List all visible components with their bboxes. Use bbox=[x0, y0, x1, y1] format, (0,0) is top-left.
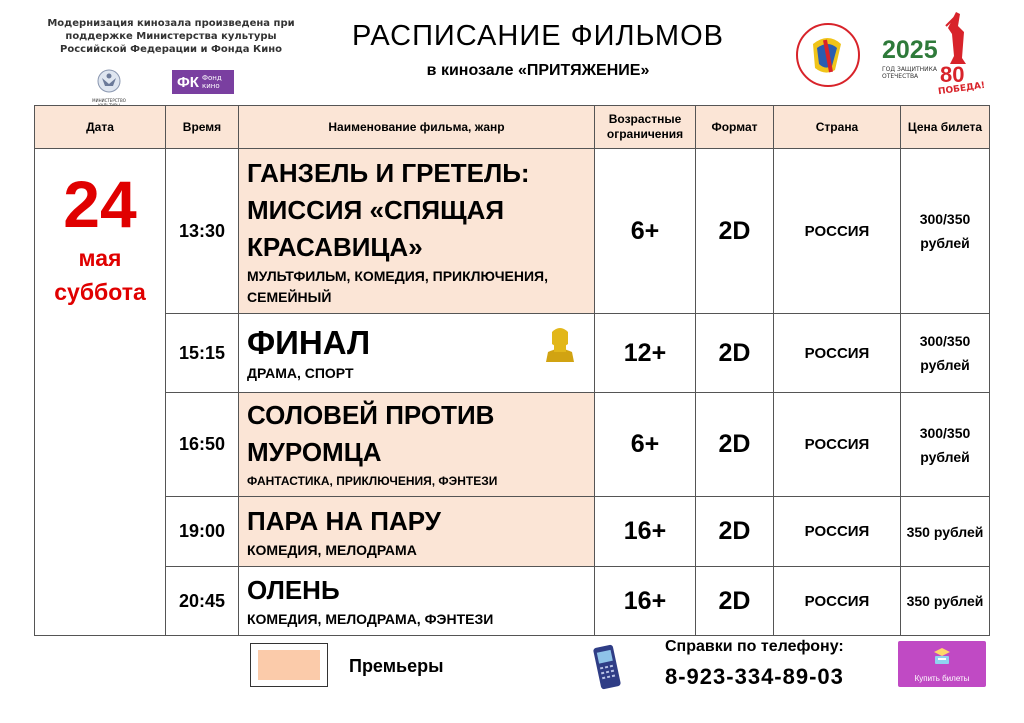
header-age: Возрастные ограничения bbox=[595, 106, 696, 149]
page-subtitle: в кинозале «ПРИТЯЖЕНИЕ» bbox=[426, 62, 650, 79]
film-format: 2D bbox=[696, 393, 774, 497]
date-month: мая bbox=[78, 245, 122, 271]
header-time: Время bbox=[166, 106, 239, 149]
film-format: 2D bbox=[696, 314, 774, 393]
victory-text: ПОБЕДА! bbox=[937, 80, 986, 98]
film-country: РОССИЯ bbox=[774, 314, 901, 393]
age-rating: 16+ bbox=[595, 567, 696, 636]
film-genre: КОМЕДИЯ, МЕЛОДРАМА, ФЭНТЕЗИ bbox=[247, 611, 494, 627]
phone-icon bbox=[592, 644, 622, 690]
film-cell bbox=[239, 149, 595, 314]
ticket-price: 300/350 рублей bbox=[901, 149, 990, 314]
date-cell bbox=[35, 149, 166, 636]
header-country: Страна bbox=[774, 106, 901, 149]
fond-kino-logo bbox=[172, 70, 234, 94]
film-genre: МУЛЬТФИЛЬМ, КОМЕДИЯ, ПРИКЛЮЧЕНИЯ, СЕМЕЙНЫЙ bbox=[247, 267, 549, 305]
table-row bbox=[35, 149, 990, 314]
header-format: Формат bbox=[696, 106, 774, 149]
ticket-price: 300/350 рублей bbox=[901, 393, 990, 497]
film-title: ФИНАЛ bbox=[247, 323, 371, 361]
film-country: РОССИЯ bbox=[774, 393, 901, 497]
phone-number: 8-923-334-89-03 bbox=[665, 664, 844, 689]
year-text: 2025 bbox=[882, 36, 938, 64]
film-title: ОЛЕНЬ bbox=[247, 575, 340, 605]
film-cell bbox=[239, 393, 595, 497]
film-cell bbox=[239, 314, 595, 393]
table-row bbox=[35, 497, 990, 567]
fk-text-2: кино bbox=[201, 82, 220, 90]
date-day-number: 24 bbox=[63, 167, 137, 241]
film-cell bbox=[239, 567, 595, 636]
film-title: ПАРА НА ПАРУ bbox=[247, 505, 441, 536]
fk-abbr: ФК bbox=[177, 73, 199, 91]
header-price: Цена билета bbox=[901, 106, 990, 149]
year-caption: ГОД ЗАЩИТНИКА ОТЕЧЕСТВА bbox=[882, 66, 938, 80]
film-format: 2D bbox=[696, 149, 774, 314]
schedule-table bbox=[34, 105, 990, 636]
eagle-emblem-icon bbox=[96, 68, 122, 94]
film-country: РОССИЯ bbox=[774, 149, 901, 314]
showtime: 15:15 bbox=[166, 314, 239, 393]
film-genre: КОМЕДИЯ, МЕЛОДРАМА bbox=[247, 541, 417, 558]
header-title: Наименование фильма, жанр bbox=[239, 106, 595, 149]
showtime: 20:45 bbox=[166, 567, 239, 636]
ticket-price: 350 рублей bbox=[901, 567, 990, 636]
buy-tickets-button[interactable] bbox=[898, 641, 986, 687]
film-cell bbox=[239, 497, 595, 567]
premiere-legend-swatch bbox=[250, 643, 328, 687]
ticket-price: 300/350 рублей bbox=[901, 314, 990, 393]
showtime: 19:00 bbox=[166, 497, 239, 567]
cinema-emblem-icon bbox=[795, 22, 861, 88]
showtime: 16:50 bbox=[166, 393, 239, 497]
film-title: СОЛОВЕЙ ПРОТИВ МУРОМЦА bbox=[247, 400, 495, 467]
showtime: 13:30 bbox=[166, 149, 239, 314]
film-genre: ФАНТАСТИКА, ПРИКЛЮЧЕНИЯ, ФЭНТЕЗИ bbox=[247, 474, 498, 488]
fk-text-1: Фонд bbox=[201, 74, 222, 82]
age-rating: 6+ bbox=[595, 149, 696, 314]
eighty-text: 80 bbox=[940, 62, 965, 87]
header-date: Дата bbox=[35, 106, 166, 149]
film-genre: ДРАМА, СПОРТ bbox=[247, 364, 354, 381]
ministry-caption: МИНИСТЕРСТВО bbox=[92, 98, 126, 103]
film-format: 2D bbox=[696, 497, 774, 567]
age-rating: 6+ bbox=[595, 393, 696, 497]
film-title: ГАНЗЕЛЬ И ГРЕТЕЛЬ: МИССИЯ «СПЯЩАЯ КРАСАВИЦА» bbox=[247, 157, 530, 262]
premiere-legend-label: Премьеры bbox=[349, 656, 444, 676]
year-of-defender-logo bbox=[880, 12, 986, 98]
modernization-note: Модернизация кинозала произведена при поддержке Министерства культуры Российской Федерации и Фонда Кино bbox=[47, 18, 295, 55]
ticket-price: 350 рублей bbox=[901, 497, 990, 567]
phone-label: Справки по телефону: bbox=[665, 638, 844, 655]
table-row bbox=[35, 314, 990, 393]
age-rating: 12+ bbox=[595, 314, 696, 393]
ticket-icon bbox=[931, 646, 953, 668]
page-title: РАСПИСАНИЕ ФИЛЬМОВ bbox=[352, 20, 724, 52]
film-format: 2D bbox=[696, 567, 774, 636]
table-header-row bbox=[35, 106, 990, 149]
date-weekday: суббота bbox=[54, 279, 146, 305]
table-row bbox=[35, 393, 990, 497]
table-row bbox=[35, 567, 990, 636]
gold-bust-icon bbox=[540, 324, 580, 364]
film-country: РОССИЯ bbox=[774, 567, 901, 636]
age-rating: 16+ bbox=[595, 497, 696, 567]
film-country: РОССИЯ bbox=[774, 497, 901, 567]
buy-tickets-label: Купить билеты bbox=[914, 674, 970, 683]
